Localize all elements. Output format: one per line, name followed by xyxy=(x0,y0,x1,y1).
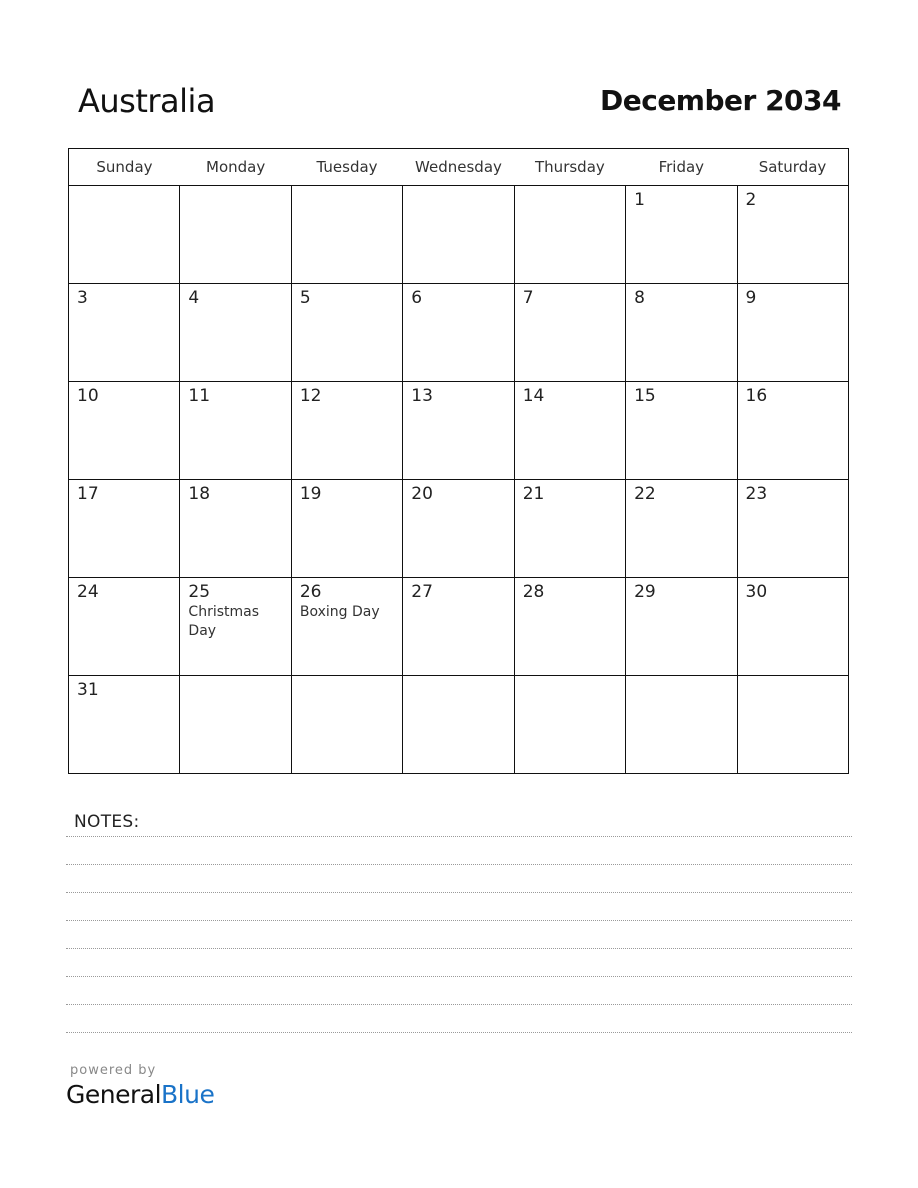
day-number: 30 xyxy=(745,582,768,602)
day-cell xyxy=(403,578,514,676)
note-line xyxy=(66,1032,852,1033)
month-year-title: December 2034 xyxy=(599,84,841,117)
day-cell xyxy=(626,480,737,578)
day-cell xyxy=(514,480,625,578)
week-row xyxy=(69,284,849,382)
day-number: 4 xyxy=(188,288,200,308)
day-number: 26 xyxy=(299,582,322,602)
day-number: 22 xyxy=(634,484,656,504)
day-number: 29 xyxy=(634,582,656,602)
day-number: 19 xyxy=(299,484,322,504)
day-cell xyxy=(291,284,402,382)
day-number: 18 xyxy=(188,484,211,504)
week-row xyxy=(69,480,849,578)
empty-day-cell xyxy=(626,676,737,774)
week-row xyxy=(69,578,849,676)
day-number: 23 xyxy=(745,484,768,504)
day-number: 27 xyxy=(411,582,433,602)
day-cell xyxy=(403,480,514,578)
note-line xyxy=(66,892,852,893)
week-row xyxy=(69,676,849,774)
brand-general: General xyxy=(66,1080,162,1109)
day-number: 31 xyxy=(77,680,99,700)
day-number: 3 xyxy=(77,288,88,308)
weekday-thursday: Thursday xyxy=(514,149,625,186)
day-cell xyxy=(180,480,291,578)
note-line xyxy=(66,1004,852,1005)
day-cell xyxy=(403,284,514,382)
day-number: 10 xyxy=(77,386,99,406)
day-number: 16 xyxy=(745,386,768,406)
day-number xyxy=(403,676,513,679)
empty-day-cell xyxy=(291,676,402,774)
day-number: 7 xyxy=(522,288,534,308)
note-line xyxy=(66,976,852,977)
day-cell xyxy=(69,480,180,578)
empty-day-cell xyxy=(180,186,291,284)
day-cell xyxy=(737,186,848,284)
calendar-body xyxy=(69,186,849,774)
generalblue-logo xyxy=(66,1080,214,1109)
day-cell xyxy=(69,284,180,382)
day-number xyxy=(403,186,513,189)
week-row xyxy=(69,382,849,480)
holiday-label: Christmas Day xyxy=(188,604,260,639)
day-number: 2 xyxy=(745,190,757,210)
empty-day-cell xyxy=(403,186,514,284)
powered-by-label: powered by xyxy=(70,1063,157,1078)
note-line xyxy=(66,920,852,921)
day-cell xyxy=(69,382,180,480)
empty-day-cell xyxy=(180,676,291,774)
empty-day-cell xyxy=(291,186,402,284)
day-number: 25 xyxy=(188,582,211,602)
day-number: 24 xyxy=(77,582,99,602)
day-number xyxy=(515,676,625,679)
day-cell xyxy=(291,480,402,578)
day-cell xyxy=(180,284,291,382)
empty-day-cell xyxy=(69,186,180,284)
day-number: 12 xyxy=(299,386,322,406)
day-number xyxy=(626,676,736,679)
day-number: 8 xyxy=(634,288,645,308)
weekday-tuesday: Tuesday xyxy=(291,149,402,186)
day-number xyxy=(180,186,290,189)
country-title: Australia xyxy=(78,82,216,120)
empty-day-cell xyxy=(514,186,625,284)
day-cell xyxy=(626,284,737,382)
day-cell xyxy=(69,578,180,676)
day-number xyxy=(738,676,848,679)
day-cell xyxy=(514,578,625,676)
day-number xyxy=(180,676,290,679)
day-number: 15 xyxy=(634,386,656,406)
day-number: 13 xyxy=(411,386,433,406)
day-cell xyxy=(514,284,625,382)
day-number xyxy=(69,186,179,189)
day-number: 20 xyxy=(411,484,433,504)
weekday-header-row xyxy=(69,149,849,186)
day-cell xyxy=(626,186,737,284)
day-number xyxy=(292,186,402,189)
holiday-label: Boxing Day xyxy=(299,604,380,620)
day-cell xyxy=(403,382,514,480)
weekday-wednesday: Wednesday xyxy=(403,149,514,186)
note-line xyxy=(66,836,852,837)
weekday-saturday: Saturday xyxy=(737,149,848,186)
day-cell xyxy=(737,382,848,480)
day-cell xyxy=(737,480,848,578)
day-number xyxy=(515,186,625,189)
day-cell xyxy=(514,382,625,480)
day-number: 6 xyxy=(411,288,423,308)
note-line xyxy=(66,864,852,865)
week-row xyxy=(69,186,849,284)
weekday-sunday: Sunday xyxy=(69,149,180,186)
notes-label: NOTES: xyxy=(74,812,140,832)
weekday-monday: Monday xyxy=(180,149,291,186)
day-cell xyxy=(737,284,848,382)
day-number: 5 xyxy=(299,288,311,308)
day-cell xyxy=(69,676,180,774)
day-cell xyxy=(737,578,848,676)
day-number xyxy=(292,676,402,679)
day-number: 9 xyxy=(745,288,757,308)
day-cell xyxy=(291,578,402,676)
note-line xyxy=(66,948,852,949)
empty-day-cell xyxy=(514,676,625,774)
day-number: 11 xyxy=(188,386,211,406)
brand-blue: Blue xyxy=(161,1080,215,1109)
weekday-friday: Friday xyxy=(626,149,737,186)
day-cell xyxy=(626,578,737,676)
day-cell xyxy=(180,578,291,676)
day-cell xyxy=(291,382,402,480)
empty-day-cell xyxy=(737,676,848,774)
day-number: 28 xyxy=(522,582,545,602)
day-number: 1 xyxy=(634,190,645,210)
day-number: 17 xyxy=(77,484,99,504)
day-number: 21 xyxy=(522,484,545,504)
calendar-grid xyxy=(68,148,849,774)
day-number: 14 xyxy=(522,386,545,406)
empty-day-cell xyxy=(403,676,514,774)
day-cell xyxy=(626,382,737,480)
day-cell xyxy=(180,382,291,480)
